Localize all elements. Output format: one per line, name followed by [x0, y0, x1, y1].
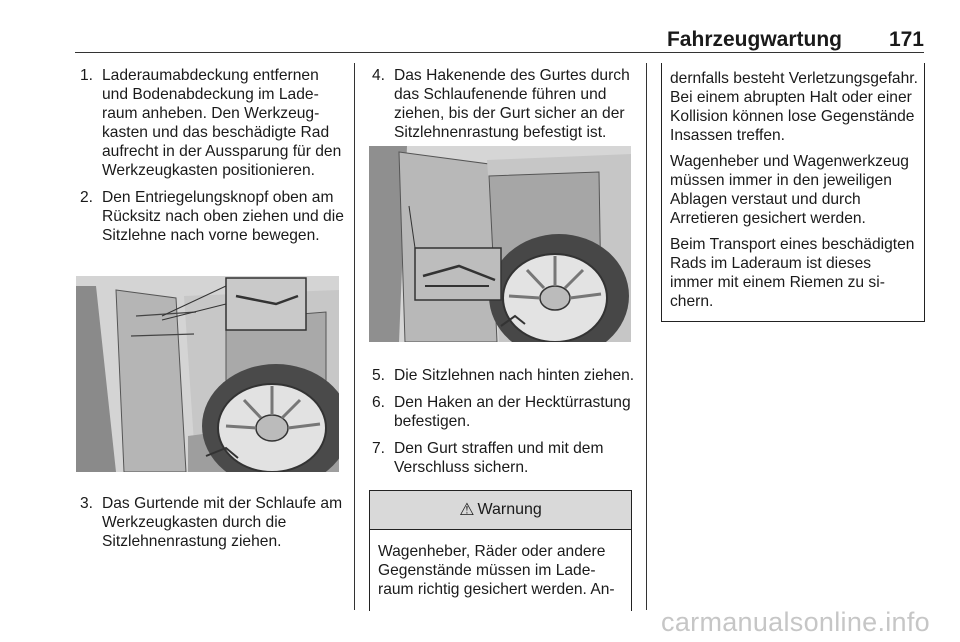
warning-continuation-text — [670, 69, 918, 311]
step-item — [368, 393, 636, 431]
step-item — [368, 66, 636, 142]
middle-steps-list-continued — [368, 366, 636, 477]
left-steps-list-continued — [76, 494, 344, 551]
step-number: 3. — [80, 495, 94, 512]
step-text: Das Gurtende mit der Schlaufe am Werkzeugkasten durch die Sitzlehnenrastung ziehen. — [102, 495, 343, 550]
step-text: Den Gurt straffen und mit dem Verschluss sichern. — [394, 440, 604, 476]
step-item — [76, 66, 344, 180]
step-item — [76, 494, 344, 551]
step-text: Den Haken an der Hecktürrastung befestigen. — [394, 394, 631, 430]
step-text: Die Sitzlehnen nach hinten ziehen. — [394, 367, 635, 384]
illustration-wheel-cargo — [76, 276, 339, 472]
warning-header — [370, 491, 631, 530]
step-number: 4. — [372, 67, 386, 84]
step-text: Laderaumabdeckung entfernen und Bodenabdeckung im Laderaum anheben. Den Werkzeugkasten und das beschädigte Rad aufrecht in der Aussparung für den Werkzeugkasten positionieren. — [102, 67, 342, 179]
step-number: 2. — [80, 189, 94, 206]
illustration-strap-attachment — [369, 146, 631, 342]
header-divider — [75, 52, 924, 53]
step-text: Das Hakenende des Gurtes durch das Schlaufenende führen und ziehen, bis der Gurt sicher an der Sitzlehnenrastung befestigt ist. — [394, 67, 630, 141]
left-column-continued — [76, 494, 344, 559]
figure-cargo-wheel-middle — [369, 146, 631, 342]
step-number: 6. — [372, 394, 386, 411]
step-item — [368, 439, 636, 477]
warning-continuation-box — [661, 63, 925, 322]
left-column — [76, 66, 344, 253]
paragraph: dernfalls besteht Verletzungsgefahr. Bei einem abrupten Halt oder einer Kollision können lose Gegenstände Insassen treffen. — [670, 70, 918, 144]
left-steps-list — [76, 66, 344, 245]
middle-column-continued — [368, 366, 636, 485]
middle-column — [368, 66, 636, 150]
page-number: 171 — [888, 28, 924, 51]
warning-box — [369, 490, 632, 611]
paragraph: Wagenheber und Wagenwerkzeug müssen immer in den jeweiligen Ablagen verstaut und durch Arretieren gesichert werden. — [670, 153, 909, 227]
column-divider-left — [354, 63, 355, 610]
watermark: carmanualsonline.info — [661, 607, 930, 637]
step-item — [368, 366, 636, 385]
step-number: 5. — [372, 367, 386, 384]
warning-triangle-icon: ⚠ — [459, 500, 475, 519]
page-title: Fahrzeugwartung — [666, 28, 842, 51]
warning-text: Wagenheber, Räder oder andere Gegenstände müssen im Laderaum richtig gesichert werden. An- — [378, 543, 615, 598]
middle-steps-list — [368, 66, 636, 142]
step-text: Den Entriegelungsknopf oben am Rücksitz nach oben ziehen und die Sitzlehne nach vorne bewegen. — [102, 189, 344, 244]
step-number: 7. — [372, 440, 386, 457]
figure-cargo-wheel-left — [76, 276, 339, 472]
step-number: 1. — [80, 67, 94, 84]
warning-heading: Warnung — [477, 501, 542, 518]
paragraph: Beim Transport eines beschädigten Rads im Laderaum ist dieses immer mit einem Riemen zu sichern. — [670, 236, 915, 310]
step-item — [76, 188, 344, 245]
column-divider-right — [646, 63, 647, 610]
